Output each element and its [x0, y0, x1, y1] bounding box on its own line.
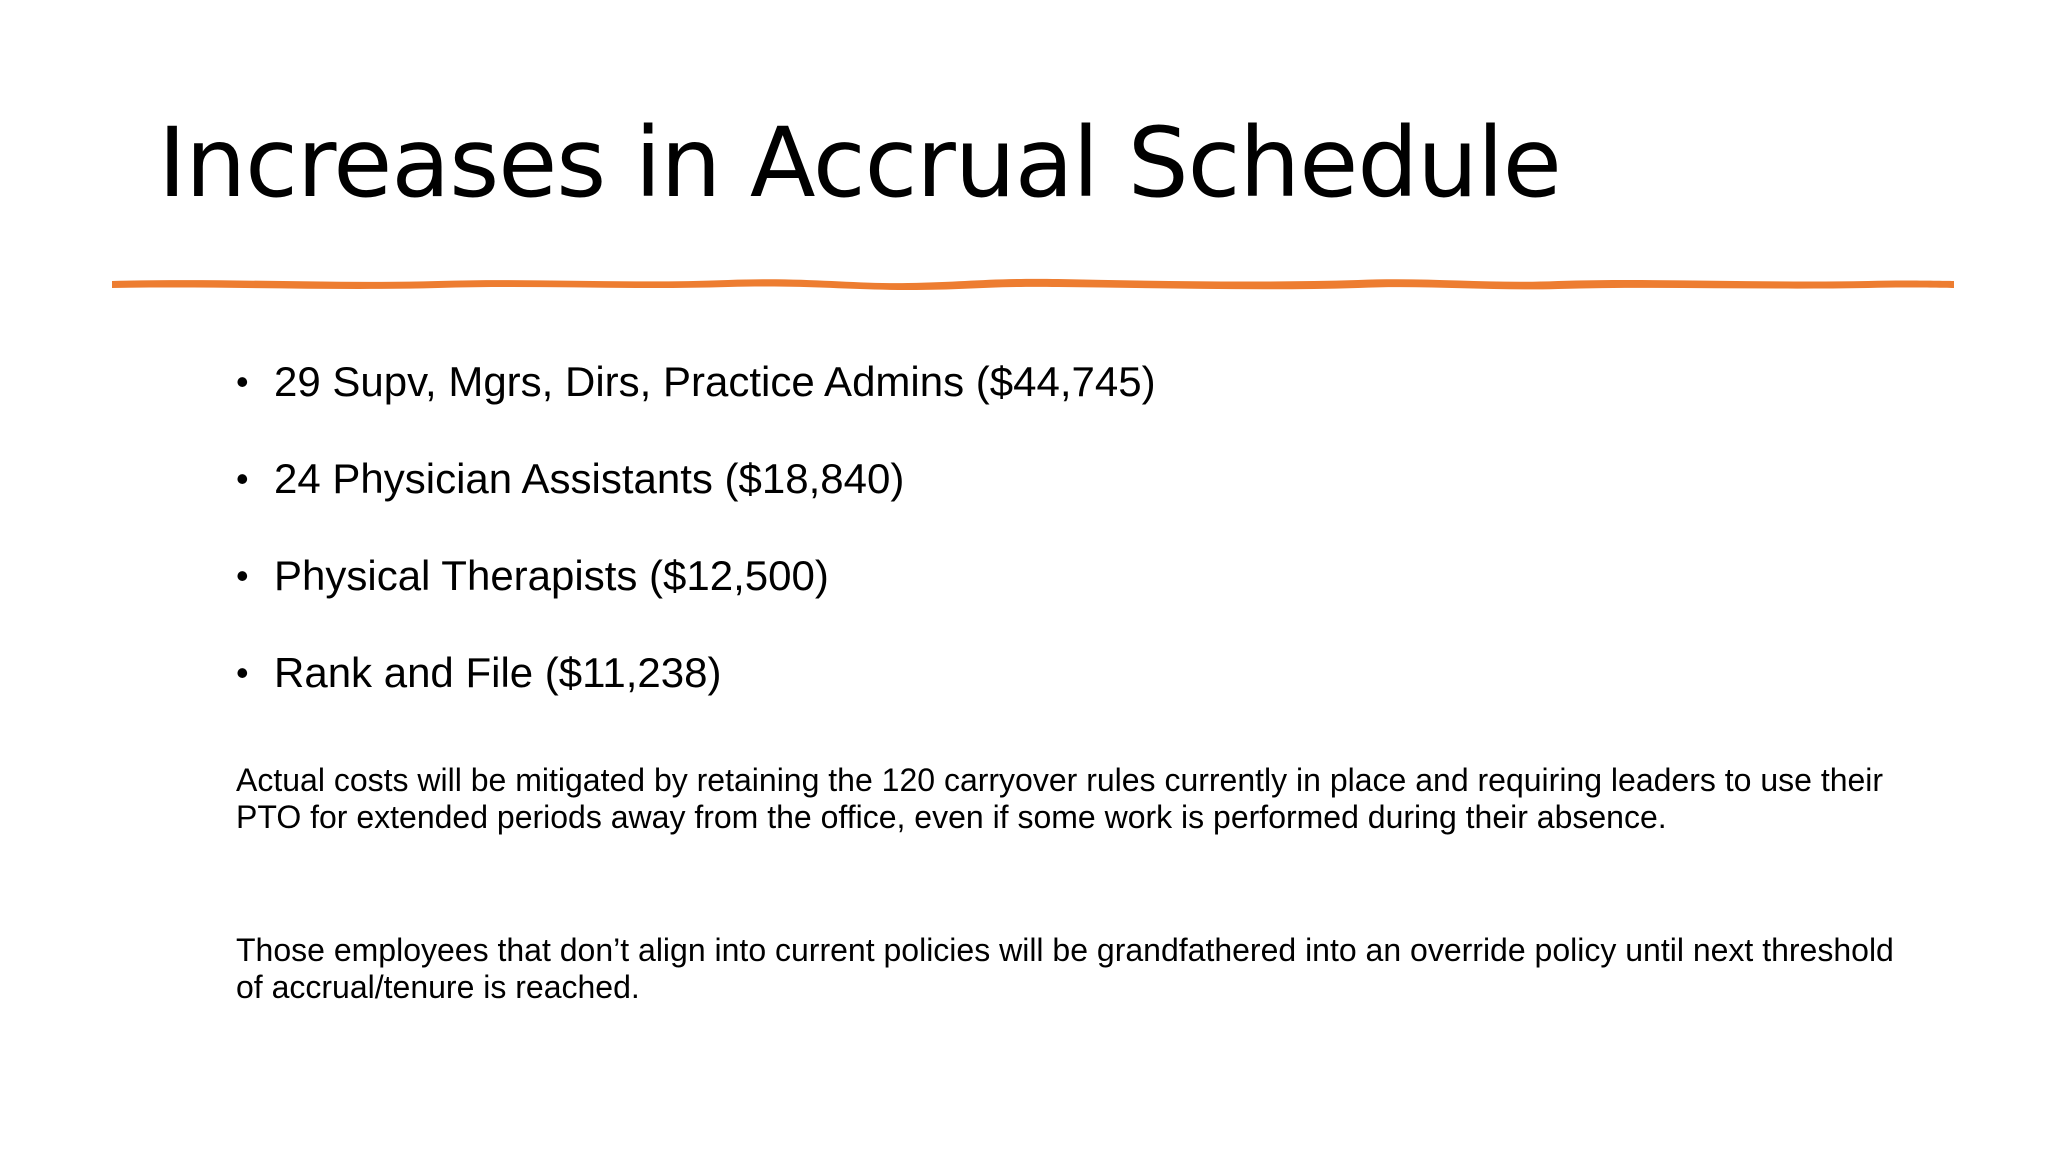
bullet-text: 24 Physician Assistants ($18,840): [274, 455, 905, 502]
bullet-item-leaders: [232, 350, 1156, 414]
note-grandfathering: Those employees that don’t align into current policies will be grandfathered into an override policy until next threshold of accrual/tenure is reached.: [236, 932, 1894, 1005]
bullet-item-rank-and-file: [232, 641, 1156, 705]
slide-title: Increases in Accrual Schedule: [158, 107, 1561, 219]
brushstroke-path: [112, 279, 1954, 290]
bullet-icon: •: [236, 652, 249, 693]
note-mitigation: Actual costs will be mitigated by retaining the 120 carryover rules currently in place and requiring leaders to use their PTO for extended periods away from the office, even if some work is performed during their absence.: [236, 762, 1884, 835]
bullet-list: [232, 350, 1156, 738]
bullet-icon: •: [236, 458, 249, 499]
bullet-item-physician-assistants: [232, 447, 1156, 511]
bullet-item-physical-therapists: [232, 544, 1156, 608]
bullet-text: Rank and File ($11,238): [274, 649, 722, 696]
bullet-text: Physical Therapists ($12,500): [274, 552, 829, 599]
bullet-text: 29 Supv, Mgrs, Dirs, Practice Admins ($44,745): [274, 358, 1156, 405]
bullet-icon: •: [236, 361, 249, 402]
title-underline-brushstroke: [108, 272, 1958, 294]
bullet-icon: •: [236, 555, 249, 596]
